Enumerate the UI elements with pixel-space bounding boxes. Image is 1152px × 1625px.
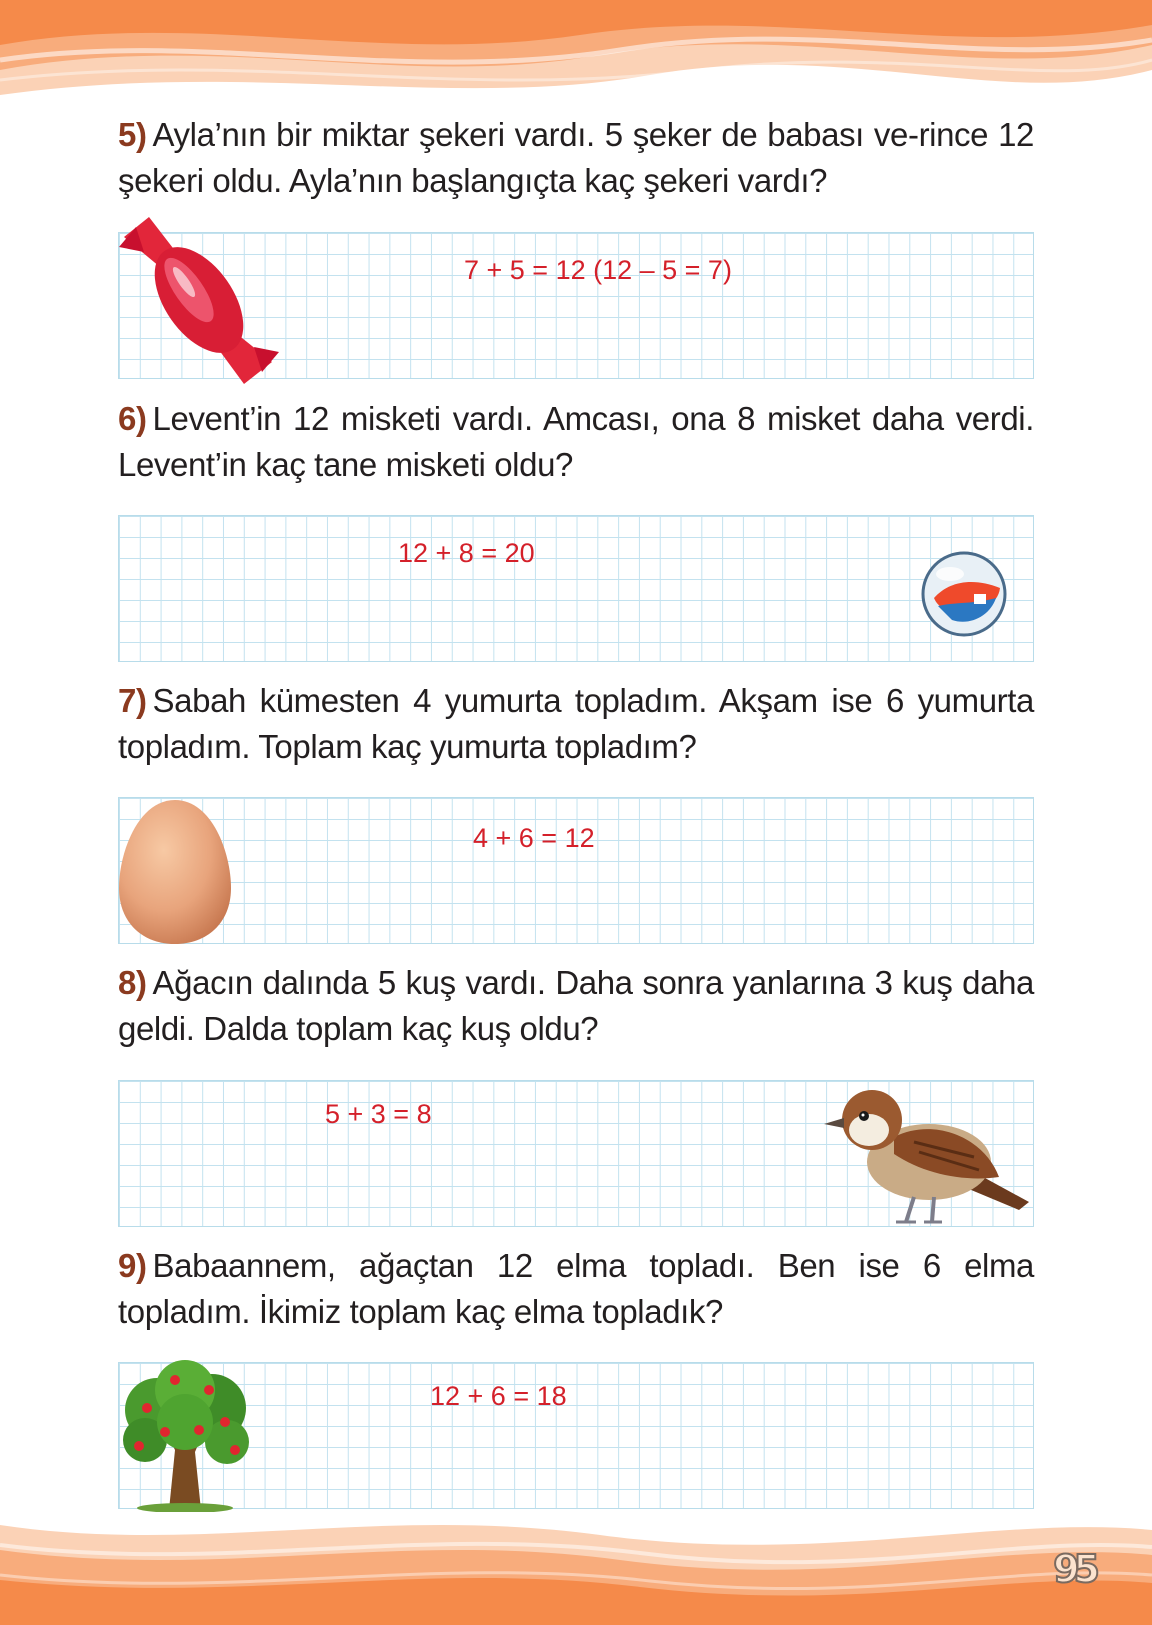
bird-icon [824, 1082, 1034, 1227]
candy-icon [114, 212, 284, 387]
top-wave-decoration [0, 0, 1152, 110]
question-text: Babaannem, ağaçtan 12 elma topladı. Ben ise 6 elma topladım. İkimiz toplam kaç elma topladık? [118, 1247, 1034, 1330]
question-text: Ayla’nın bir miktar şekeri vardı. 5 şeker de babası ve-rince 12 şekeri oldu. Ayla’nın başlangıçta kaç şekeri vardı? [118, 116, 1034, 199]
question-5 [118, 112, 1034, 204]
apple-tree-icon [117, 1360, 257, 1512]
answer-grid-7 [118, 797, 1034, 944]
answer-9: 12 + 6 = 18 [430, 1381, 567, 1411]
question-number: 7) [118, 682, 147, 719]
question-text: Levent’in 12 misketi vardı. Amcası, ona 8 misket daha verdi. Levent’in kaç tane misketi oldu? [118, 400, 1034, 483]
marble-icon [920, 550, 1008, 638]
answer-grid-6 [118, 515, 1034, 662]
answer-6: 12 + 8 = 20 [398, 538, 535, 568]
page-number: 95 [1053, 1547, 1094, 1591]
question-6 [118, 396, 1034, 488]
bottom-wave-decoration [0, 1505, 1152, 1625]
answer-7: 4 + 6 = 12 [473, 823, 595, 853]
answer-5: 7 + 5 = 12 (12 – 5 = 7) [464, 255, 732, 285]
question-9 [118, 1243, 1034, 1335]
question-text: Sabah kümesten 4 yumurta topladım. Akşam ise 6 yumurta topladım. Toplam kaç yumurta topladım? [118, 682, 1034, 765]
question-number: 5) [118, 116, 147, 153]
question-number: 9) [118, 1247, 147, 1284]
question-7 [118, 678, 1034, 770]
answer-8: 5 + 3 = 8 [325, 1099, 432, 1129]
question-text: Ağacın dalında 5 kuş vardı. Daha sonra yanlarına 3 kuş daha geldi. Dalda toplam kaç kuş oldu? [118, 964, 1034, 1047]
question-number: 8) [118, 964, 147, 1001]
question-8 [118, 960, 1034, 1052]
egg-icon [117, 798, 233, 946]
question-number: 6) [118, 400, 147, 437]
